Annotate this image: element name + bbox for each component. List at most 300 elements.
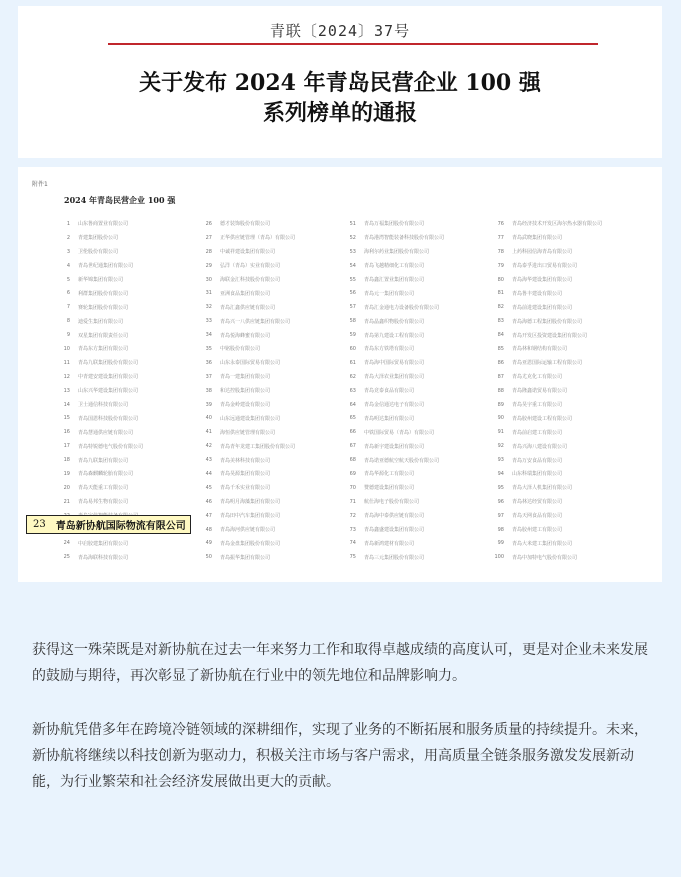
ranking-entry-rank: 34 xyxy=(205,332,212,339)
ranking-entry-rank: 6 xyxy=(66,290,70,297)
notice-title xyxy=(18,68,662,128)
ranking-entry-rank: 94 xyxy=(497,470,504,477)
ranking-entry-name: 青岛金信通达电子有限公司 xyxy=(364,402,425,409)
ranking-entry xyxy=(54,550,143,564)
ranking-entry xyxy=(488,411,602,425)
ranking-entry xyxy=(54,286,143,300)
ranking-entry xyxy=(196,481,295,495)
ranking-entry xyxy=(488,245,602,259)
ranking-entry xyxy=(340,259,444,273)
ranking-entry-rank: 45 xyxy=(205,484,212,491)
ranking-entry-rank: 100 xyxy=(494,554,504,561)
ranking-entry-name: 青岛海河供应链有限公司 xyxy=(220,527,276,534)
ranking-entry-name: 青岛竞泰食品有限公司 xyxy=(364,388,415,395)
ranking-entry-name: 青岛经济技术开发区海尔热水器有限公司 xyxy=(512,221,603,228)
ranking-entry xyxy=(488,356,602,370)
ranking-entry-name: 青岛泰孚进出口贸易有限公司 xyxy=(512,263,578,270)
ranking-entry-name: 青岛昊源集团有限公司 xyxy=(220,471,271,478)
ranking-entry-name: 青岛兴一八供应链集团有限公司 xyxy=(220,318,291,325)
ranking-entry-name: 青岛新宇建设集团有限公司 xyxy=(364,443,425,450)
ranking-entry-rank: 36 xyxy=(205,359,212,366)
ranking-entry-rank: 81 xyxy=(497,290,504,297)
ranking-entry xyxy=(54,342,143,356)
ranking-entry xyxy=(340,467,444,481)
ranking-entry-name: 青岛大米建工集团有限公司 xyxy=(512,540,573,547)
ranking-entry-name: 青岛海华建设集团有限公司 xyxy=(512,277,573,283)
ranking-entry xyxy=(488,342,602,356)
ranking-entry-rank: 20 xyxy=(63,484,70,491)
ranking-entry-name: 双星集团有限责任公司 xyxy=(78,332,129,339)
ranking-entry-name: 青岛隆鑫诺贸易有限公司 xyxy=(512,388,568,395)
ranking-entry-name: 青岛九联集团股份有限公司 xyxy=(78,360,139,367)
ranking-entry xyxy=(196,217,295,231)
ranking-entry xyxy=(340,356,444,370)
ranking-entry xyxy=(340,370,444,384)
ranking-entry xyxy=(488,495,602,509)
ranking-entry-rank: 32 xyxy=(205,304,212,311)
ranking-entry-name: 青岛武晓集团有限公司 xyxy=(512,235,563,242)
ranking-entry-name: 青岛开发区投资建设集团有限公司 xyxy=(512,332,588,339)
ranking-entry-name: 青岛诺亚德航空航天股份有限公司 xyxy=(364,457,440,464)
ranking-entry xyxy=(340,509,444,523)
ranking-entry-name: 青岛胶州建设工程有限公司 xyxy=(512,415,573,422)
ranking-entry xyxy=(196,398,295,412)
ranking-entry-rank: 77 xyxy=(497,234,504,241)
ranking-entry-name: 青岛一建集团有限公司 xyxy=(220,374,271,381)
ranking-entry-rank: 37 xyxy=(205,373,212,380)
ranking-entry-rank: 14 xyxy=(63,401,70,408)
ranking-entry xyxy=(340,536,444,550)
ranking-entry-rank: 84 xyxy=(497,332,504,339)
ranking-entry xyxy=(54,495,143,509)
ranking-entry-name: 航仕海电子股份有限公司 xyxy=(364,499,420,506)
ranking-list-image xyxy=(18,167,662,582)
ranking-column-4 xyxy=(488,217,602,564)
ranking-entry xyxy=(488,536,602,550)
ranking-column-1 xyxy=(54,217,143,564)
document-number: 青联〔2024〕37号 xyxy=(269,22,411,40)
ranking-entry xyxy=(340,231,444,245)
ranking-entry-rank: 63 xyxy=(349,387,356,394)
ranking-entry-name: 青岛东方集团有限公司 xyxy=(78,346,129,353)
ranking-entry xyxy=(54,411,143,425)
ranking-entry xyxy=(54,398,143,412)
ranking-entry-rank: 95 xyxy=(497,484,504,491)
ranking-entry xyxy=(196,245,295,259)
ranking-entry-name: 青岛华源化工有限公司 xyxy=(364,471,415,478)
ranking-entry-rank: 55 xyxy=(349,276,356,283)
ranking-entry xyxy=(340,411,444,425)
ranking-entry-rank: 73 xyxy=(349,526,356,533)
ranking-entry xyxy=(54,481,143,495)
ranking-entry xyxy=(54,439,143,453)
ranking-entry-rank: 98 xyxy=(497,526,504,533)
ranking-entry-rank: 67 xyxy=(349,443,356,450)
ranking-entry xyxy=(340,481,444,495)
ranking-entry xyxy=(54,328,143,342)
ranking-entry xyxy=(196,453,295,467)
body-paragraph-1: 获得这一殊荣既是对新协航在过去一年来努力工作和取得卓越成绩的高度认可，更是对企业未来发展的鼓励与期待，再次彰显了新协航在行业中的领先地位和品牌影响力。 xyxy=(32,642,648,684)
ranking-entry-rank: 10 xyxy=(63,345,70,352)
ranking-entry-name: 青岛明月海藻集团有限公司 xyxy=(220,499,281,506)
ranking-entry xyxy=(54,370,143,384)
ranking-entry xyxy=(196,550,295,564)
ranking-entry-name: 上药科园信海青岛有限公司 xyxy=(512,249,573,256)
ranking-entry-rank: 4 xyxy=(66,262,70,269)
ranking-entry xyxy=(54,273,143,287)
ranking-entry-name: 青岛田中汽车集团有限公司 xyxy=(220,513,281,520)
ranking-entry-name: 青岛鲁丰建设有限公司 xyxy=(512,290,563,297)
highlighted-company-name: 青岛新协航国际物流有限公司 xyxy=(55,521,186,532)
ranking-entry-name: 青岛鑫汇置业集团有限公司 xyxy=(364,277,425,283)
ranking-entry-name: 青岛海德工程集团股份有限公司 xyxy=(512,318,583,325)
ranking-entry xyxy=(488,509,602,523)
ranking-entry-name: 青岛天能重工有限公司 xyxy=(78,485,129,492)
ranking-entry-rank: 5 xyxy=(66,276,70,283)
ranking-entry-rank: 60 xyxy=(349,345,356,352)
ranking-entry xyxy=(340,398,444,412)
ranking-entry-name: 德才装饰股份有限公司 xyxy=(220,221,271,228)
ranking-entry-rank: 44 xyxy=(205,470,212,477)
ranking-entry-rank: 74 xyxy=(349,540,356,547)
ranking-entry-rank: 52 xyxy=(349,234,356,241)
ranking-entry-name: 青岛东方铁塔有限公司 xyxy=(364,346,415,353)
notice-title-line1: 关于发布 2024 年青岛民营企业 100 强 xyxy=(139,70,541,96)
ranking-entry-name: 山东兴华建设集团有限公司 xyxy=(78,388,139,395)
ranking-entry-rank: 75 xyxy=(349,554,356,561)
ranking-entry xyxy=(196,286,295,300)
ranking-entry xyxy=(196,425,295,439)
ranking-entry-name: 青岛大泽农业集团有限公司 xyxy=(364,374,425,381)
ranking-entry-rank: 15 xyxy=(63,415,70,422)
ranking-entry-rank: 43 xyxy=(205,457,212,464)
ranking-entry-name: 青岛九联集团有限公司 xyxy=(78,457,129,464)
ranking-entry xyxy=(54,300,143,314)
ranking-entry-rank: 91 xyxy=(497,429,504,436)
ranking-entry-rank: 8 xyxy=(66,318,70,325)
ranking-entry-rank: 19 xyxy=(63,470,70,477)
ranking-entry-rank: 70 xyxy=(349,484,356,491)
ranking-entry-rank: 99 xyxy=(497,540,504,547)
ranking-entry xyxy=(196,509,295,523)
ranking-entry-rank: 29 xyxy=(205,262,212,269)
ranking-entry-name: 青岛金岭建设有限公司 xyxy=(220,402,271,409)
ranking-entry xyxy=(488,398,602,412)
ranking-list-title: 2024 年青岛民营企业 100 强 xyxy=(64,195,176,205)
ranking-entry-rank: 18 xyxy=(63,457,70,464)
ranking-entry-name: 青岛振华集团有限公司 xyxy=(220,554,271,561)
ranking-entry-name: 中诚祥建设集团有限公司 xyxy=(220,249,276,256)
ranking-entry xyxy=(340,523,444,537)
ranking-entry-name: 山东永泰国际贸易有限公司 xyxy=(220,360,281,367)
ranking-entry-rank: 50 xyxy=(205,554,212,561)
ranking-entry-name: 赞德建设集团有限公司 xyxy=(364,485,415,492)
ranking-entry-rank: 97 xyxy=(497,512,504,519)
ranking-entry xyxy=(54,467,143,481)
ranking-entry xyxy=(488,523,602,537)
ranking-entry xyxy=(488,370,602,384)
ranking-entry xyxy=(196,259,295,273)
ranking-entry-name: 青岛汇金通电力设备股份有限公司 xyxy=(364,304,440,311)
ranking-entry-name: 青岛国恩科技股份有限公司 xyxy=(78,415,139,422)
ranking-entry xyxy=(488,453,602,467)
ranking-entry xyxy=(196,356,295,370)
ranking-entry-rank: 72 xyxy=(349,512,356,519)
ranking-entry xyxy=(54,453,143,467)
ranking-entry-rank: 40 xyxy=(205,415,212,422)
ranking-entry-name: 青岛慧通供应链有限公司 xyxy=(78,429,134,436)
ranking-entry-name: 卫士通信科技有限公司 xyxy=(78,402,129,409)
ranking-entry-rank: 51 xyxy=(349,220,356,227)
ranking-entry-rank: 66 xyxy=(349,429,356,436)
ranking-entry xyxy=(196,495,295,509)
ranking-entry-name: 青岛易邦生物有限公司 xyxy=(78,499,129,506)
ranking-entry-name: 青岛明达集团有限公司 xyxy=(364,415,415,422)
ranking-entry-name: 山东科瑞集团有限公司 xyxy=(512,471,563,478)
ranking-entry-rank: 2 xyxy=(66,234,70,241)
ranking-entry xyxy=(340,328,444,342)
ranking-entry-rank: 12 xyxy=(63,373,70,380)
ranking-entry-name: 新华锦集团有限公司 xyxy=(78,277,124,283)
ranking-entry-name: 青岛尤克化工有限公司 xyxy=(512,374,563,381)
ranking-entry-name: 中铭股份有限公司 xyxy=(220,346,261,353)
ranking-entry xyxy=(54,425,143,439)
ranking-entry-name: 青岛兴海八建设有限公司 xyxy=(512,443,568,450)
ranking-entry-rank: 16 xyxy=(63,429,70,436)
ranking-entry-rank: 59 xyxy=(349,332,356,339)
ranking-entry-name: 青岛林和钢结构有限公司 xyxy=(512,346,568,353)
ranking-entry-rank: 54 xyxy=(349,262,356,269)
ranking-entry-rank: 1 xyxy=(66,220,70,227)
ranking-entry xyxy=(340,217,444,231)
ranking-entry-rank: 46 xyxy=(205,498,212,505)
ranking-entry-name: 卫伦股份有限公司 xyxy=(78,249,119,256)
ranking-entry xyxy=(196,300,295,314)
ranking-entry xyxy=(488,328,602,342)
ranking-entry xyxy=(196,384,295,398)
ranking-entry-rank: 21 xyxy=(63,498,70,505)
ranking-entry-rank: 93 xyxy=(497,457,504,464)
ranking-entry-rank: 48 xyxy=(205,526,212,533)
attachment-label: 附件1 xyxy=(32,181,48,188)
ranking-entry xyxy=(488,217,602,231)
ranking-entry-name: 青岛前进建设集团有限公司 xyxy=(512,304,573,311)
ranking-entry-name: 海利尔药业集团股份有限公司 xyxy=(364,249,430,256)
ranking-entry xyxy=(54,536,143,550)
ranking-entry-rank: 49 xyxy=(205,540,212,547)
ranking-entry-rank: 47 xyxy=(205,512,212,519)
ranking-entry xyxy=(340,300,444,314)
ranking-entry-rank: 13 xyxy=(63,387,70,394)
ranking-entry xyxy=(488,314,602,328)
ranking-entry xyxy=(488,259,602,273)
ranking-entry xyxy=(340,384,444,398)
ranking-entry xyxy=(196,314,295,328)
ranking-entry xyxy=(488,467,602,481)
ranking-entry-name: 中青建安建设集团有限公司 xyxy=(78,374,139,381)
ranking-entry-rank: 7 xyxy=(66,304,70,311)
ranking-entry-name: 青岛青年龙建工集团股份有限公司 xyxy=(220,443,296,450)
ranking-entry xyxy=(54,245,143,259)
highlighted-rank: 23 xyxy=(33,519,46,530)
ranking-entry-name: 青岛第九建设工程有限公司 xyxy=(364,332,425,339)
ranking-entry-name: 青岛万安食品有限公司 xyxy=(512,457,563,464)
ranking-entry-name: 青岛港湾智能装备科技股份有限公司 xyxy=(364,235,445,242)
ranking-entry-name: 山东鲁商置业有限公司 xyxy=(78,221,129,228)
ranking-entry-name: 亚洲食品集团有限公司 xyxy=(220,290,271,297)
ranking-entry-name: 海恒供应链管理有限公司 xyxy=(220,429,276,436)
ranking-entry-name: 青岛海中国际贸易有限公司 xyxy=(364,360,425,367)
ranking-entry xyxy=(196,231,295,245)
ranking-entry-rank: 56 xyxy=(349,290,356,297)
ranking-entry-name: 青岛大泽人机集团有限公司 xyxy=(512,485,573,492)
ranking-entry-rank: 24 xyxy=(63,540,70,547)
ranking-entry-name: 和达控股集团有限公司 xyxy=(220,388,271,395)
ranking-entry-rank: 86 xyxy=(497,359,504,366)
ranking-entry xyxy=(340,273,444,287)
ranking-entry xyxy=(196,467,295,481)
ranking-entry-rank: 89 xyxy=(497,401,504,408)
ranking-entry-name: 迪爱生集团有限公司 xyxy=(78,318,124,325)
ranking-entry-name: 青岛鑫盛建设集团有限公司 xyxy=(364,527,425,534)
ranking-entry xyxy=(196,342,295,356)
ranking-entry-name: 青岛中加特电气股份有限公司 xyxy=(512,554,578,561)
ranking-entry-name: 中铁国际贸易（青岛）有限公司 xyxy=(364,429,435,436)
body-paragraph-2: 新协航凭借多年在跨境冷链领域的深耕细作，实现了业务的不断拓展和服务质量的持续提升。未来，新协航将继续以科技创新为驱动力，积极关注市场与客户需求，用高质量全链条服务激发发展新动能，为行业繁荣和社会经济发展做出更大的贡献。 xyxy=(32,722,648,790)
ranking-entry-name: 青岛新鸿建材有限公司 xyxy=(364,540,415,547)
ranking-entry-rank: 9 xyxy=(66,332,70,339)
ranking-entry-rank: 76 xyxy=(497,220,504,227)
ranking-entry-name: 青岛飞越精细化工有限公司 xyxy=(364,263,425,270)
ranking-entry xyxy=(488,231,602,245)
ranking-entry-rank: 11 xyxy=(63,359,70,366)
ranking-entry xyxy=(196,328,295,342)
ranking-entry-rank: 62 xyxy=(349,373,356,380)
ranking-entry-rank: 53 xyxy=(349,248,356,255)
ranking-entry-rank: 27 xyxy=(205,234,212,241)
ranking-entry-rank: 33 xyxy=(205,318,212,325)
ranking-entry-rank: 58 xyxy=(349,318,356,325)
ranking-entry xyxy=(488,286,602,300)
ranking-entry-name: 青岛胶州建工有限公司 xyxy=(512,527,563,534)
ranking-entry-rank: 61 xyxy=(349,359,356,366)
ranking-entry-rank: 87 xyxy=(497,373,504,380)
ranking-entry-name: 青岛元一集团有限公司 xyxy=(364,290,415,297)
ranking-entry-name: 青岛晶鑫织物股份有限公司 xyxy=(364,318,425,325)
ranking-entry xyxy=(54,231,143,245)
ranking-entry xyxy=(340,286,444,300)
highlighted-company xyxy=(26,515,191,534)
ranking-entry xyxy=(54,259,143,273)
ranking-entry-name: 青岛万福集团股份有限公司 xyxy=(364,221,425,228)
ranking-entry-rank: 71 xyxy=(349,498,356,505)
ranking-entry xyxy=(54,384,143,398)
ranking-entry xyxy=(340,342,444,356)
notice-title-line2: 系列榜单的通报 xyxy=(262,100,417,126)
ranking-entry-rank: 69 xyxy=(349,470,356,477)
ranking-entry xyxy=(488,300,602,314)
ranking-entry xyxy=(196,411,295,425)
ranking-entry-name: 中启胶建集团有限公司 xyxy=(78,540,129,547)
ranking-entry xyxy=(340,314,444,328)
ranking-entry-rank: 92 xyxy=(497,443,504,450)
ranking-entry xyxy=(196,370,295,384)
ranking-entry xyxy=(340,550,444,564)
ranking-entry-name: 青建集团股份公司 xyxy=(78,235,119,242)
ranking-entry xyxy=(488,273,602,287)
ranking-entry-rank: 96 xyxy=(497,498,504,505)
ranking-column-3 xyxy=(340,217,444,564)
ranking-entry-name: 青岛美林科技有限公司 xyxy=(220,457,271,464)
ranking-entry-name: 赛轮集团股份有限公司 xyxy=(78,304,129,311)
notice-header-card xyxy=(18,6,662,158)
ranking-entry xyxy=(488,439,602,453)
ranking-entry-name: 青岛悦海蜂蜜有限公司 xyxy=(220,332,271,339)
red-divider xyxy=(108,43,598,45)
ranking-entry-name: 青岛千禾实业有限公司 xyxy=(220,485,271,492)
ranking-entry xyxy=(54,314,143,328)
ranking-entry-name: 青岛特锐德电气股份有限公司 xyxy=(78,443,144,450)
ranking-entry-rank: 35 xyxy=(205,345,212,352)
ranking-entry xyxy=(54,217,143,231)
ranking-entry-name: 青岛亚恩国际运输工程有限公司 xyxy=(512,360,583,367)
ranking-entry xyxy=(196,439,295,453)
ranking-entry-rank: 25 xyxy=(63,554,70,561)
ranking-entry-name: 青岛森麒麟轮胎有限公司 xyxy=(78,471,134,478)
ranking-column-2 xyxy=(196,217,295,564)
ranking-entry-name: 弘洋（青岛）实业有限公司 xyxy=(220,263,281,270)
ranking-entry xyxy=(340,439,444,453)
ranking-entry xyxy=(340,495,444,509)
ranking-entry xyxy=(340,245,444,259)
ranking-entry-name: 青岛海联科技有限公司 xyxy=(78,554,129,561)
ranking-entry xyxy=(196,273,295,287)
ranking-entry xyxy=(54,356,143,370)
ranking-entry-rank: 42 xyxy=(205,443,212,450)
ranking-entry-name: 青岛林达经贸有限公司 xyxy=(512,499,563,506)
ranking-entry-name: 青岛三元集团股份有限公司 xyxy=(364,554,425,561)
ranking-entry-rank: 65 xyxy=(349,415,356,422)
ranking-entry xyxy=(340,425,444,439)
ranking-entry-rank: 28 xyxy=(205,248,212,255)
ranking-entry xyxy=(340,453,444,467)
ranking-entry-name: 青岛前启建工有限公司 xyxy=(512,429,563,436)
ranking-entry-rank: 82 xyxy=(497,304,504,311)
ranking-entry-rank: 3 xyxy=(66,248,70,255)
ranking-entry-name: 山东远通建设集团有限公司 xyxy=(220,415,281,422)
ranking-entry-name: 正华供应链管理（青岛）有限公司 xyxy=(220,235,296,242)
ranking-entry xyxy=(196,523,295,537)
ranking-entry-rank: 26 xyxy=(205,220,212,227)
ranking-entry-rank: 30 xyxy=(205,276,212,283)
ranking-entry xyxy=(488,481,602,495)
ranking-entry-rank: 57 xyxy=(349,304,356,311)
ranking-entry-name: 青岛天网食品有限公司 xyxy=(512,513,563,520)
ranking-entry xyxy=(488,384,602,398)
ranking-entry-name: 青岛汇鑫供应链有限公司 xyxy=(220,304,276,311)
ranking-entry-rank: 31 xyxy=(205,290,212,297)
ranking-entry-rank: 68 xyxy=(349,457,356,464)
ranking-entry-rank: 80 xyxy=(497,276,504,283)
ranking-entry-rank: 78 xyxy=(497,248,504,255)
ranking-entry-rank: 39 xyxy=(205,401,212,408)
ranking-entry xyxy=(488,550,602,564)
ranking-entry-rank: 88 xyxy=(497,387,504,394)
ranking-entry-rank: 79 xyxy=(497,262,504,269)
ranking-entry-name: 青岛世纪通集团有限公司 xyxy=(78,263,134,270)
ranking-entry-name: 利群集团股份有限公司 xyxy=(78,290,129,297)
ranking-entry-name: 青岛金盘集团股份有限公司 xyxy=(220,540,281,547)
